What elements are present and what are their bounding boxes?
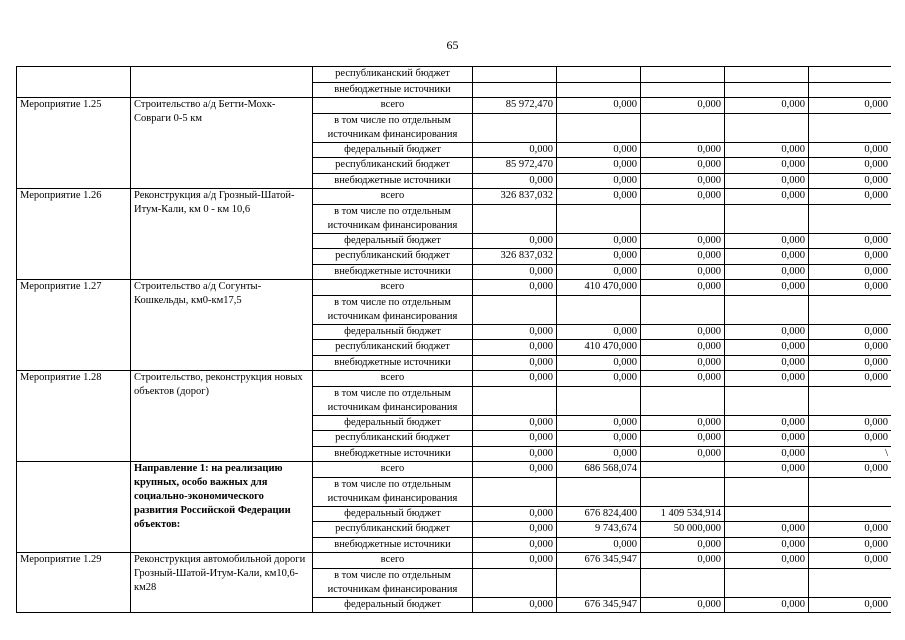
value-cell: 676 345,947: [557, 553, 641, 569]
value-cell: 0,000: [725, 249, 809, 265]
value-cell: 0,000: [557, 324, 641, 340]
value-cell: [809, 295, 892, 324]
value-cell: 50 000,000: [641, 522, 725, 538]
value-cell: 0,000: [725, 173, 809, 189]
value-cell: 0,000: [641, 280, 725, 296]
funding-source-cell: республиканский бюджет: [313, 431, 473, 447]
value-cell: 0,000: [725, 98, 809, 114]
value-cell: 0,000: [473, 142, 557, 158]
page-number: 65: [446, 38, 459, 52]
value-cell: 0,000: [557, 264, 641, 280]
value-cell: [641, 67, 725, 83]
value-cell: 0,000: [641, 537, 725, 553]
value-cell: 0,000: [641, 142, 725, 158]
value-cell: 0,000: [557, 537, 641, 553]
value-cell: 0,000: [809, 98, 892, 114]
finance-table: [16, 66, 891, 613]
value-cell: 0,000: [725, 371, 809, 387]
value-cell: 0,000: [473, 522, 557, 538]
value-cell: 0,000: [641, 553, 725, 569]
value-cell: 0,000: [809, 173, 892, 189]
value-cell: 0,000: [725, 142, 809, 158]
value-cell: 0,000: [725, 553, 809, 569]
funding-source-cell: федеральный бюджет: [313, 233, 473, 249]
table-row: [17, 371, 892, 387]
value-cell: 0,000: [809, 355, 892, 371]
value-cell: 0,000: [641, 158, 725, 174]
value-cell: 0,000: [809, 462, 892, 478]
value-cell: 0,000: [725, 158, 809, 174]
value-cell: [641, 386, 725, 415]
value-cell: [557, 113, 641, 142]
value-cell: [725, 204, 809, 233]
value-cell: 0,000: [809, 142, 892, 158]
value-cell: 0,000: [473, 173, 557, 189]
value-cell: [809, 82, 892, 98]
activity-name-cell: Реконструкция автомобильной дороги Грозный-Шатой-Итум-Кали, км10,6-км28: [131, 553, 313, 613]
value-cell: 0,000: [473, 371, 557, 387]
funding-source-cell: в том числе по отдельным источникам финансирования: [313, 113, 473, 142]
activity-cell: Мероприятие 1.25: [17, 98, 131, 189]
funding-source-cell: республиканский бюджет: [313, 67, 473, 83]
table-row: [17, 98, 892, 114]
value-cell: [809, 67, 892, 83]
value-cell: 0,000: [725, 415, 809, 431]
value-cell: 0,000: [809, 189, 892, 205]
value-cell: 0,000: [641, 233, 725, 249]
value-cell: [725, 295, 809, 324]
value-cell: [725, 568, 809, 597]
funding-source-cell: внебюджетные источники: [313, 264, 473, 280]
value-cell: [473, 113, 557, 142]
value-cell: 0,000: [725, 431, 809, 447]
funding-source-cell: федеральный бюджет: [313, 597, 473, 613]
value-cell: 0,000: [557, 233, 641, 249]
value-cell: 0,000: [725, 355, 809, 371]
value-cell: [641, 568, 725, 597]
funding-source-cell: в том числе по отдельным источникам финансирования: [313, 477, 473, 506]
value-cell: 326 837,032: [473, 189, 557, 205]
value-cell: 0,000: [557, 446, 641, 462]
value-cell: [557, 477, 641, 506]
value-cell: 0,000: [725, 264, 809, 280]
activity-name-cell: Направление 1: на реализацию крупных, особо важных для социально-экономического развития Российской Федерации объектов:: [131, 462, 313, 553]
activity-name-cell: [131, 67, 313, 98]
funding-source-cell: всего: [313, 189, 473, 205]
value-cell: [473, 67, 557, 83]
activity-cell: [17, 67, 131, 98]
value-cell: [809, 568, 892, 597]
value-cell: 0,000: [641, 324, 725, 340]
funding-source-cell: всего: [313, 98, 473, 114]
funding-source-cell: всего: [313, 462, 473, 478]
funding-source-cell: федеральный бюджет: [313, 142, 473, 158]
value-cell: 0,000: [641, 189, 725, 205]
value-cell: 0,000: [725, 462, 809, 478]
value-cell: 0,000: [725, 522, 809, 538]
value-cell: [557, 67, 641, 83]
value-cell: 0,000: [641, 446, 725, 462]
funding-source-cell: внебюджетные источники: [313, 173, 473, 189]
funding-source-cell: республиканский бюджет: [313, 249, 473, 265]
value-cell: 0,000: [557, 415, 641, 431]
value-cell: [473, 477, 557, 506]
value-cell: 0,000: [557, 371, 641, 387]
value-cell: [473, 204, 557, 233]
value-cell: 0,000: [473, 553, 557, 569]
value-cell: 0,000: [641, 597, 725, 613]
table-row: [17, 280, 892, 296]
table-row: [17, 67, 892, 83]
funding-source-cell: внебюджетные источники: [313, 82, 473, 98]
value-cell: 0,000: [809, 264, 892, 280]
value-cell: [557, 82, 641, 98]
value-cell: [473, 386, 557, 415]
funding-source-cell: республиканский бюджет: [313, 158, 473, 174]
value-cell: 0,000: [473, 537, 557, 553]
value-cell: 676 345,947: [557, 597, 641, 613]
value-cell: 0,000: [641, 355, 725, 371]
value-cell: 85 972,470: [473, 98, 557, 114]
value-cell: 0,000: [473, 280, 557, 296]
value-cell: 0,000: [809, 431, 892, 447]
value-cell: [641, 82, 725, 98]
value-cell: 0,000: [641, 249, 725, 265]
value-cell: 0,000: [809, 415, 892, 431]
value-cell: 0,000: [557, 142, 641, 158]
finance-table-container: [16, 66, 891, 622]
value-cell: 0,000: [557, 431, 641, 447]
value-cell: 0,000: [473, 597, 557, 613]
funding-source-cell: в том числе по отдельным источникам финансирования: [313, 568, 473, 597]
value-cell: [557, 295, 641, 324]
table-row: [17, 462, 892, 478]
value-cell: 0,000: [809, 522, 892, 538]
value-cell: 0,000: [809, 249, 892, 265]
value-cell: 0,000: [641, 371, 725, 387]
value-cell: [557, 568, 641, 597]
funding-source-cell: республиканский бюджет: [313, 522, 473, 538]
value-cell: 0,000: [725, 446, 809, 462]
activity-cell: Мероприятие 1.28: [17, 371, 131, 462]
value-cell: [725, 67, 809, 83]
funding-source-cell: в том числе по отдельным источникам финансирования: [313, 295, 473, 324]
funding-source-cell: в том числе по отдельным источникам финансирования: [313, 204, 473, 233]
value-cell: [641, 462, 725, 478]
value-cell: 0,000: [809, 280, 892, 296]
funding-source-cell: всего: [313, 553, 473, 569]
funding-source-cell: всего: [313, 371, 473, 387]
funding-source-cell: федеральный бюджет: [313, 415, 473, 431]
value-cell: 0,000: [557, 173, 641, 189]
value-cell: 0,000: [473, 462, 557, 478]
value-cell: 410 470,000: [557, 340, 641, 356]
value-cell: 410 470,000: [557, 280, 641, 296]
value-cell: 0,000: [725, 537, 809, 553]
value-cell: 0,000: [473, 415, 557, 431]
value-cell: 1 409 534,914: [641, 506, 725, 522]
activity-cell: Мероприятие 1.27: [17, 280, 131, 371]
value-cell: 0,000: [473, 431, 557, 447]
value-cell: [809, 477, 892, 506]
value-cell: [641, 477, 725, 506]
value-cell: 0,000: [641, 173, 725, 189]
value-cell: 0,000: [641, 415, 725, 431]
value-cell: [473, 82, 557, 98]
value-cell: 0,000: [725, 233, 809, 249]
activity-name-cell: Реконструкция а/д Грозный-Шатой-Итум-Кали, км 0 - км 10,6: [131, 189, 313, 280]
value-cell: 0,000: [557, 355, 641, 371]
value-cell: [725, 506, 809, 522]
funding-source-cell: федеральный бюджет: [313, 506, 473, 522]
funding-source-cell: внебюджетные источники: [313, 355, 473, 371]
value-cell: [641, 295, 725, 324]
value-cell: 0,000: [473, 264, 557, 280]
finance-table-body: [17, 67, 892, 613]
value-cell: 676 824,400: [557, 506, 641, 522]
value-cell: 0,000: [473, 233, 557, 249]
value-cell: [473, 295, 557, 324]
value-cell: [473, 568, 557, 597]
value-cell: [557, 204, 641, 233]
value-cell: 0,000: [809, 597, 892, 613]
value-cell: 686 568,074: [557, 462, 641, 478]
activity-cell: Мероприятие 1.26: [17, 189, 131, 280]
value-cell: 0,000: [641, 340, 725, 356]
value-cell: 0,000: [641, 98, 725, 114]
value-cell: 0,000: [809, 324, 892, 340]
value-cell: 0,000: [809, 553, 892, 569]
value-cell: 0,000: [557, 249, 641, 265]
value-cell: \: [809, 446, 892, 462]
value-cell: 0,000: [809, 340, 892, 356]
value-cell: 0,000: [725, 324, 809, 340]
value-cell: [809, 204, 892, 233]
value-cell: 0,000: [809, 371, 892, 387]
funding-source-cell: внебюджетные источники: [313, 537, 473, 553]
funding-source-cell: в том числе по отдельным источникам финансирования: [313, 386, 473, 415]
value-cell: 0,000: [557, 158, 641, 174]
value-cell: 0,000: [473, 506, 557, 522]
value-cell: 0,000: [473, 355, 557, 371]
value-cell: 0,000: [557, 189, 641, 205]
value-cell: 0,000: [725, 280, 809, 296]
value-cell: 0,000: [473, 324, 557, 340]
value-cell: [725, 82, 809, 98]
value-cell: [557, 386, 641, 415]
value-cell: [725, 113, 809, 142]
table-row: [17, 553, 892, 569]
value-cell: [809, 386, 892, 415]
value-cell: 0,000: [725, 189, 809, 205]
value-cell: 85 972,470: [473, 158, 557, 174]
value-cell: 0,000: [809, 233, 892, 249]
activity-name-cell: Строительство а/д Бетти-Мохк-Совраги 0-5 км: [131, 98, 313, 189]
value-cell: 0,000: [473, 340, 557, 356]
value-cell: [809, 506, 892, 522]
value-cell: 0,000: [557, 98, 641, 114]
value-cell: 326 837,032: [473, 249, 557, 265]
value-cell: [641, 113, 725, 142]
value-cell: 0,000: [809, 537, 892, 553]
activity-cell: [17, 462, 131, 553]
value-cell: [725, 477, 809, 506]
activity-cell: Мероприятие 1.29: [17, 553, 131, 613]
value-cell: 0,000: [641, 264, 725, 280]
value-cell: 0,000: [725, 597, 809, 613]
value-cell: 0,000: [473, 446, 557, 462]
funding-source-cell: республиканский бюджет: [313, 340, 473, 356]
funding-source-cell: федеральный бюджет: [313, 324, 473, 340]
activity-name-cell: Строительство, реконструкция новых объектов (дорог): [131, 371, 313, 462]
value-cell: [809, 113, 892, 142]
funding-source-cell: всего: [313, 280, 473, 296]
value-cell: 0,000: [809, 158, 892, 174]
funding-source-cell: внебюджетные источники: [313, 446, 473, 462]
value-cell: [725, 386, 809, 415]
activity-name-cell: Строительство а/д Согунты-Кошкельды, км0-км17,5: [131, 280, 313, 371]
value-cell: 0,000: [725, 340, 809, 356]
value-cell: 9 743,674: [557, 522, 641, 538]
value-cell: [641, 204, 725, 233]
table-row: [17, 189, 892, 205]
value-cell: 0,000: [641, 431, 725, 447]
